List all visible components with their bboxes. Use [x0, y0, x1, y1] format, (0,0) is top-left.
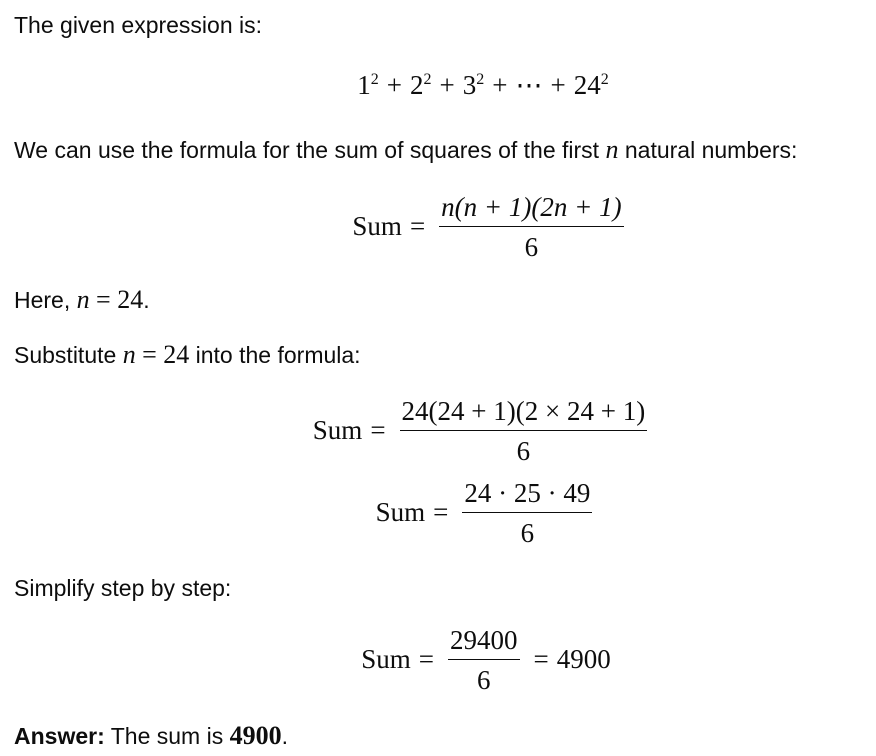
substitution-equation-1: Sum = $\frac{24(24 + 1)(2 \times 24 + 1)}{6}$	[312, 396, 646, 466]
term-1: $1^2$	[357, 70, 379, 100]
sub1-denominator: 6	[516, 436, 531, 466]
final-denominator: 6	[477, 665, 491, 695]
answer-text: Answer: The sum is 4900.	[14, 721, 288, 750]
ellipsis: ⋯	[515, 70, 543, 100]
final-equation: Sum = $\frac{29400}{6}$ = 4900	[361, 625, 611, 695]
term-3: $3^2$	[462, 70, 485, 100]
answer-value: 4900	[229, 721, 282, 750]
formula-intro-text: We can use the formula for the sum of squares of the first n natural numbers:	[14, 135, 798, 164]
term-2: $2^2$	[410, 70, 432, 100]
formula-denominator: 6	[524, 232, 539, 262]
sum-expression: $1^2$ + $2^2$ + $3^2$ + ⋯ + $24^2$	[357, 70, 609, 100]
sum-formula: Sum = $\frac{n(n + 1)(2n + 1)}{6}$	[352, 192, 622, 262]
final-numerator: 29400	[448, 625, 520, 660]
final-result: 4900	[556, 644, 611, 674]
substitution-equation-2: Sum = $\frac{24 \cdot 25 \cdot 49}{6}$	[375, 478, 591, 548]
answer-label: Answer:	[14, 723, 105, 749]
formula-lhs: Sum	[352, 211, 402, 241]
formula-fraction	[439, 192, 623, 261]
term-last: $24^2$	[573, 70, 609, 100]
sub2-denominator: 6	[520, 518, 535, 548]
intro-text: The given expression is:	[14, 12, 263, 38]
formula-numerator: n(n + 1)(2n + 1)	[439, 192, 623, 227]
sub1-numerator: 24(24 + 1)(2 × 24 + 1)	[400, 396, 648, 431]
simplify-text: Simplify step by step:	[14, 575, 232, 601]
substitute-text: Substitute n = 24 into the formula:	[14, 340, 361, 369]
sub2-numerator: 24 · 25 · 49	[462, 478, 592, 513]
here-text: Here, n = 24.	[14, 285, 150, 314]
